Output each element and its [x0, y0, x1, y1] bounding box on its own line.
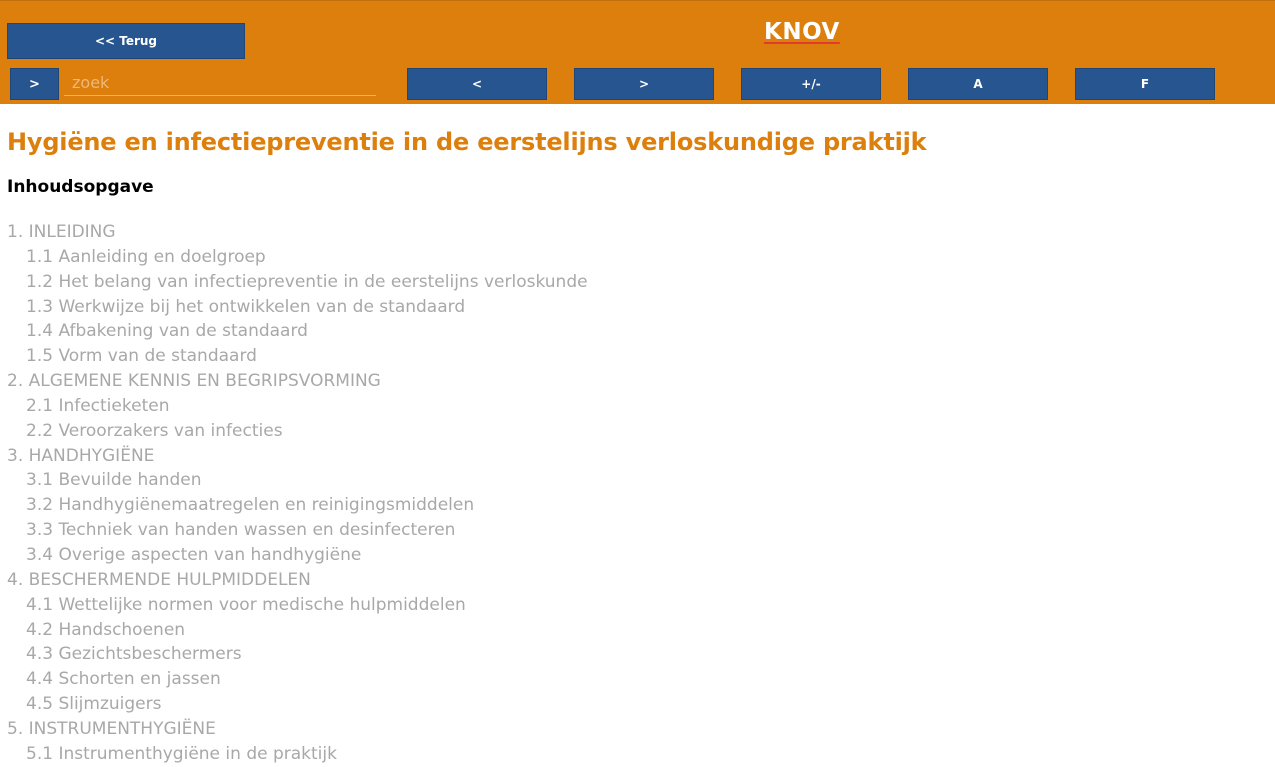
toc-section-link[interactable]: 1.1 Aanleiding en doelgroep	[26, 246, 266, 267]
toc-chapter-link[interactable]: 5. INSTRUMENTHYGIËNE	[7, 718, 216, 739]
search-go-button[interactable]: >	[10, 68, 59, 100]
document-title: Hygiëne en infectiepreventie in de eerstelijns verloskundige praktijk	[7, 128, 927, 156]
toc-section-link[interactable]: 1.3 Werkwijze bij het ontwikkelen van de standaard	[26, 296, 466, 317]
toc-heading: Inhoudsopgave	[7, 177, 154, 197]
next-button[interactable]: >	[574, 68, 714, 100]
toc-section-link[interactable]: 4.5 Slijmzuigers	[26, 694, 162, 715]
toc-chapter-link[interactable]: 3. HANDHYGIËNE	[7, 445, 155, 466]
toc-section-link[interactable]: 2.2 Veroorzakers van infecties	[26, 420, 283, 441]
document-content	[7, 104, 1267, 767]
font-size-button[interactable]: +/-	[741, 68, 881, 100]
toc-chapter-link[interactable]: 2. ALGEMENE KENNIS EN BEGRIPSVORMING	[7, 371, 381, 392]
toc-section-link[interactable]: 3.2 Handhygiënemaatregelen en reinigingsmiddelen	[26, 495, 475, 516]
toc-section-link[interactable]: 3.3 Techniek van handen wassen en desinfecteren	[26, 520, 456, 541]
search-input[interactable]	[64, 69, 376, 96]
toc-section-link[interactable]: 1.4 Afbakening van de standaard	[26, 321, 308, 342]
previous-button[interactable]: <	[407, 68, 547, 100]
toc-section-link[interactable]: 3.1 Bevuilde handen	[26, 470, 202, 491]
toc-chapter-link[interactable]: 1. INLEIDING	[7, 222, 116, 242]
toc-chapter-link[interactable]: 4. BESCHERMENDE HULPMIDDELEN	[7, 569, 311, 590]
a-button[interactable]: A	[908, 68, 1048, 100]
toc-section-link[interactable]: 3.4 Overige aspecten van handhygiëne	[26, 544, 362, 565]
toc-section-link[interactable]: 4.3 Gezichtsbeschermers	[26, 644, 242, 665]
app-title: KNOV	[764, 19, 840, 45]
f-button[interactable]: F	[1075, 68, 1215, 100]
toc-section-link[interactable]: 5.1 Instrumenthygiëne in de praktijk	[26, 743, 337, 764]
toc-section-link[interactable]: 1.5 Vorm van de standaard	[26, 346, 257, 367]
toc-section-link[interactable]: 4.1 Wettelijke normen voor medische hulpmiddelen	[26, 594, 466, 615]
top-toolbar	[0, 0, 1275, 104]
toc-section-link[interactable]: 2.1 Infectieketen	[26, 395, 170, 416]
table-of-contents	[7, 220, 1267, 767]
toc-section-link[interactable]: 1.2 Het belang van infectiepreventie in de eerstelijns verloskunde	[26, 271, 588, 292]
toc-section-link[interactable]: 4.4 Schorten en jassen	[26, 669, 221, 690]
back-button[interactable]: << Terug	[7, 23, 245, 59]
toc-section-link[interactable]: 4.2 Handschoenen	[26, 619, 186, 640]
